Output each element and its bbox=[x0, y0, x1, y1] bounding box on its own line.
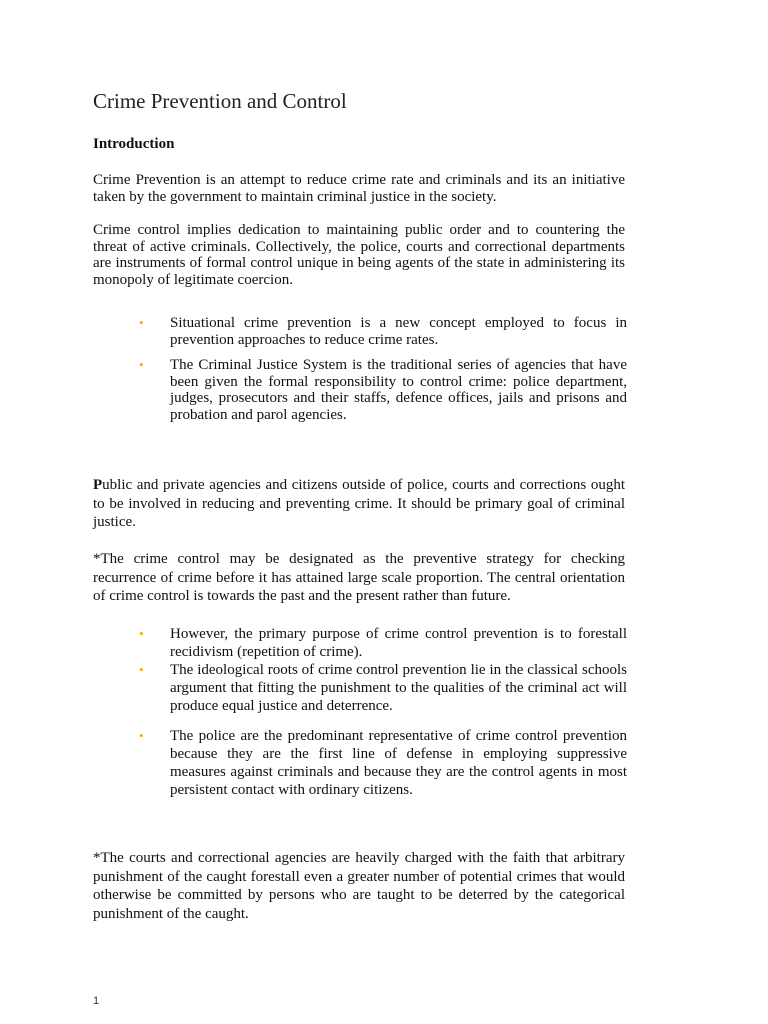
drop-letter: P bbox=[93, 477, 103, 493]
bullet-icon: • bbox=[139, 662, 144, 677]
paragraph-3 bbox=[93, 476, 625, 532]
paragraph-3-text: ublic and private agencies and citizens outside of police, courts and corrections ought to be involved in reducing and preventing crime. It should be primary goal of criminal justice. bbox=[93, 477, 625, 530]
list-item-text: Situational crime prevention is a new concept employed to focus in prevention approaches to reduce crime rates. bbox=[170, 315, 627, 348]
bullet-list-2 bbox=[139, 625, 627, 799]
list-item bbox=[139, 625, 627, 661]
list-item-text: The police are the predominant representative of crime control prevention because they are the first line of defense in employing suppressive measures against criminals and because they are the control agents in most persistent contact with ordinary citizens. bbox=[170, 728, 627, 798]
bullet-icon: • bbox=[139, 728, 144, 743]
paragraph-4: *The crime control may be designated as the preventive strategy for checking recurrence of crime before it has attained large scale proportion. The central orientation of crime control is towards the past and the present rather than future. bbox=[93, 551, 625, 604]
paragraph-5: *The courts and correctional agencies are heavily charged with the faith that arbitrary punishment of the caught forestall even a greater number of potential crimes that would otherwise be committed by persons who are taught to be deterred by the categorical punishment of the caught. bbox=[93, 850, 625, 922]
bullet-list-1 bbox=[139, 315, 627, 423]
bullet-icon: • bbox=[139, 626, 144, 641]
list-item bbox=[139, 661, 627, 715]
page-number: 1 bbox=[93, 995, 100, 1007]
list-item-text: However, the primary purpose of crime control prevention is to forestall recidivism (repetition of crime). bbox=[170, 626, 627, 660]
intro-paragraph-1: Crime Prevention is an attempt to reduce crime rate and criminals and its an initiative taken by the government to maintain criminal justice in the society. bbox=[93, 172, 625, 205]
bullet-icon: • bbox=[139, 315, 144, 330]
intro-paragraph-2: Crime control implies dedication to maintaining public order and to countering the threat of active criminals. Collectively, the police, courts and correctional departments are instruments of formal control unique in being agents of the state in administering its monopoly of legitimate coercion. bbox=[93, 222, 625, 288]
document-title: Crime Prevention and Control bbox=[93, 89, 347, 113]
section-heading-introduction: Introduction bbox=[93, 136, 175, 152]
list-item-text: The Criminal Justice System is the traditional series of agencies that have been given the formal responsibility to control crime: police department, judges, prosecutors and their staffs, defence offices, jails and prisons and probation and parol agencies. bbox=[170, 357, 627, 423]
list-item bbox=[139, 357, 627, 423]
list-item bbox=[139, 315, 627, 348]
bullet-icon: • bbox=[139, 357, 144, 372]
list-item bbox=[139, 727, 627, 799]
list-item-text: The ideological roots of crime control prevention lie in the classical schools argument that fitting the punishment to the qualities of the criminal act will produce equal justice and deterrence. bbox=[170, 662, 627, 714]
